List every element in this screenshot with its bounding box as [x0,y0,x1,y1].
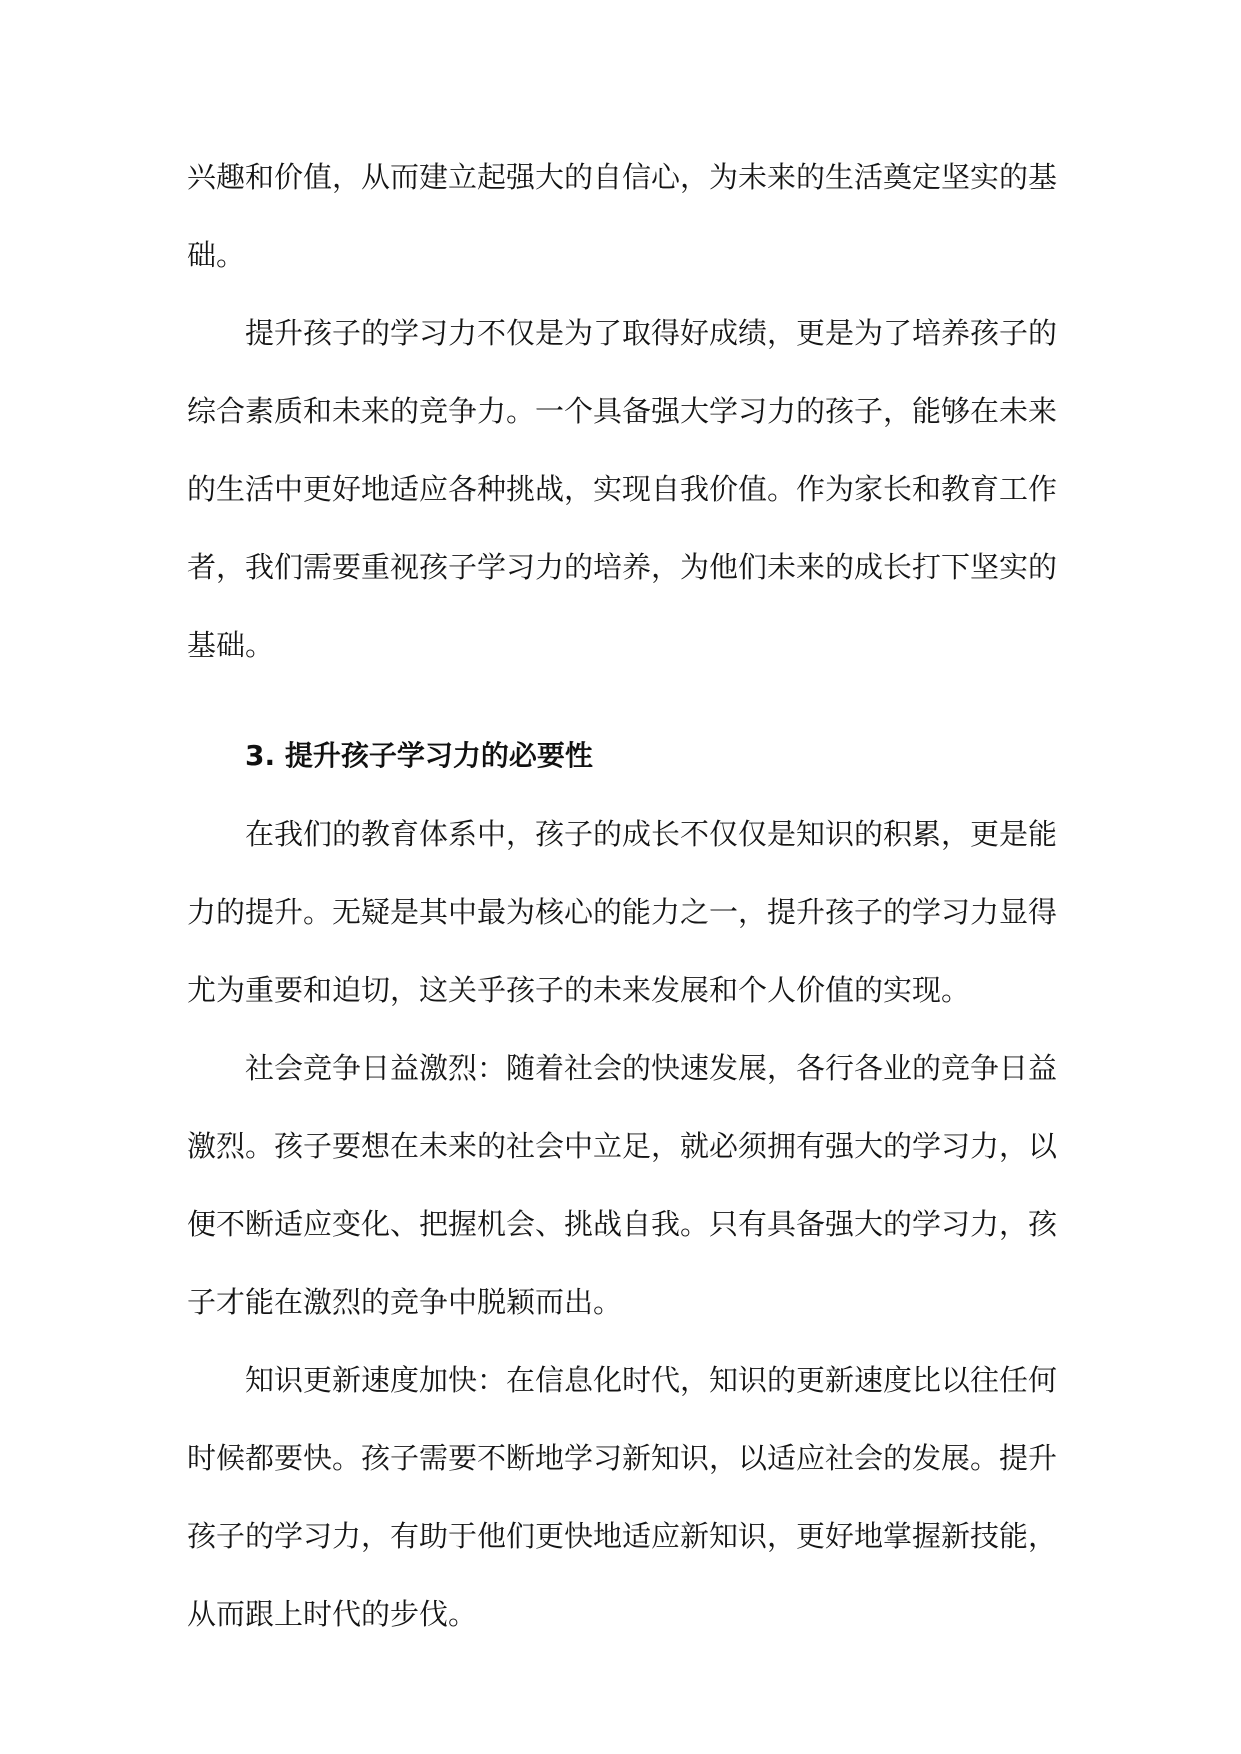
text-line: 从而跟上时代的步伐。 [187,1597,478,1631]
text-line: 知识更新速度加快：在信息化时代，知识的更新速度比以往任何 [245,1363,1058,1397]
text-line: 综合素质和未来的竞争力。一个具备强大学习力的孩子，能够在未来 [187,394,1058,428]
text-line: 兴趣和价值，从而建立起强大的自信心，为未来的生活奠定坚实的基 [187,160,1058,194]
paragraph [187,294,1057,684]
text-line: 力的提升。无疑是其中最为核心的能力之一，提升孩子的学习力显得 [187,895,1058,929]
text-line: 便不断适应变化、把握机会、挑战自我。只有具备强大的学习力，孩 [187,1207,1058,1241]
text-line: 子才能在激烈的竞争中脱颖而出。 [187,1285,623,1319]
text-line: 基础。 [187,628,275,662]
paragraph [187,1341,1057,1653]
text-line: 尤为重要和迫切，这关乎孩子的未来发展和个人价值的实现。 [187,973,971,1007]
paragraph [187,795,1057,1029]
text-line: 在我们的教育体系中，孩子的成长不仅仅是知识的积累，更是能 [245,817,1058,851]
text-line: 孩子的学习力，有助于他们更快地适应新知识，更好地掌握新技能， [187,1519,1058,1553]
text-line: 提升孩子的学习力不仅是为了取得好成绩，更是为了培养孩子的 [245,316,1058,350]
text-line: 者，我们需要重视孩子学习力的培养，为他们未来的成长打下坚实的 [187,550,1058,584]
paragraph-continuation [187,138,1057,294]
text-line: 社会竞争日益激烈：随着社会的快速发展，各行各业的竞争日益 [245,1051,1058,1085]
text-line: 的生活中更好地适应各种挑战，实现自我价值。作为家长和教育工作 [187,472,1058,506]
paragraph [187,1029,1057,1341]
section-heading: 3. 提升孩子学习力的必要性 [245,739,593,772]
text-line: 础。 [187,238,246,272]
text-line: 激烈。孩子要想在未来的社会中立足，就必须拥有强大的学习力，以 [187,1129,1058,1163]
document-body [187,138,1057,1653]
text-line: 时候都要快。孩子需要不断地学习新知识，以适应社会的发展。提升 [187,1441,1058,1475]
